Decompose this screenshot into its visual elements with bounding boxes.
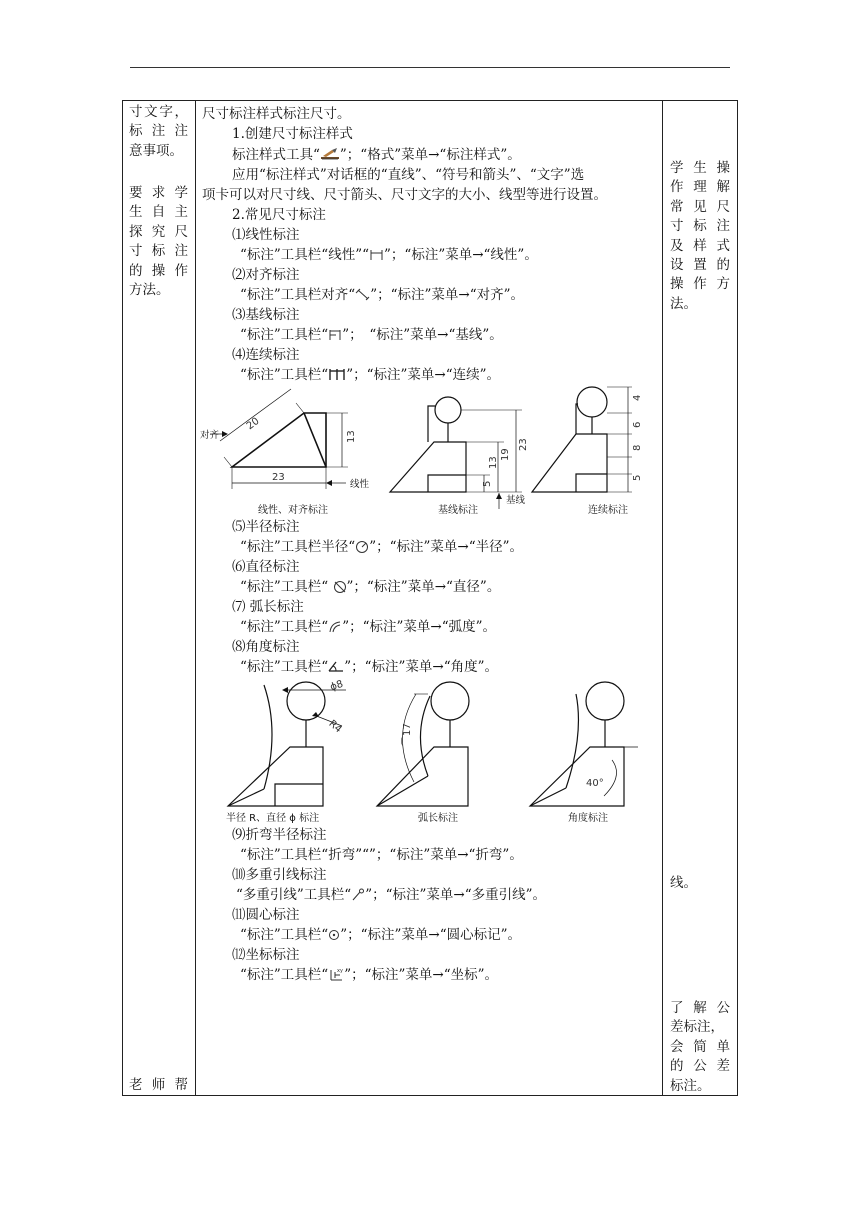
item-desc-ordinate: “标注”工具栏“ xy ”；“标注”菜单→“坐标”。	[240, 965, 498, 987]
item-title-diameter: ⑹直径标注	[232, 559, 300, 575]
item-desc-baseline: “标注”工具栏“ ”； “标注”菜单→“基线”。	[240, 325, 503, 347]
left-col-block-2: 要 求 学 生 自 主 探 究 尺 寸 标 注 的 操 作 方法。	[129, 185, 188, 299]
item-title-ordinate: ⑿坐标标注	[232, 947, 300, 963]
dim-r4: R4	[326, 718, 344, 736]
header-rule	[130, 67, 730, 68]
item-title-jogged: ⑼折弯半径标注	[232, 827, 327, 843]
item-title-angular: ⑻角度标注	[232, 639, 300, 655]
column-divider-left	[195, 100, 196, 1096]
dim-6: 6	[632, 421, 643, 428]
item-title-arc: ⑺ 弧长标注	[232, 599, 304, 615]
dim-style-icon	[320, 147, 340, 167]
section-1-line-2: 应用“标注样式”对话框的“直线”、“符号和箭头”、“文字”选	[232, 167, 585, 183]
aligned-dim-icon	[355, 287, 370, 307]
baseline-label: 基线	[506, 495, 526, 506]
diameter-dim-icon	[333, 579, 347, 599]
dim-23b: 23	[518, 438, 529, 451]
align-label: 对齐	[200, 430, 220, 441]
linear-dim-icon	[369, 247, 384, 267]
item-desc-jogged: “标注”工具栏“折弯”“”；“标注”菜单→“折弯”。	[240, 847, 523, 863]
item-title-linear: ⑴线性标注	[232, 227, 300, 243]
intro-text: 尺寸标注样式标注尺寸。	[202, 106, 351, 122]
center-mark-icon	[328, 927, 340, 947]
caption-baseline: 基线标注	[438, 505, 478, 516]
arc-length-icon	[328, 619, 342, 639]
right-col-block-3: 了 解 公 差标注， 会 简 单 的 公 差 标注。	[670, 1000, 730, 1094]
item-desc-multileader: “多重引线”工具栏“ ”；“标注”菜单→“多重引线”。	[236, 885, 546, 907]
item-title-center: ⑾圆心标注	[232, 907, 300, 923]
section-1-title: 1.创建尺寸标注样式	[232, 126, 353, 142]
dim-13: 13	[346, 430, 357, 443]
item-desc-angular: “标注”工具栏“ ”；“标注”菜单→“角度”。	[240, 657, 498, 679]
dim-4: 4	[632, 394, 643, 401]
item-desc-aligned: “标注”工具栏对齐“ ”；“标注”菜单→“对齐”。	[240, 285, 524, 307]
caption-continue: 连续标注	[588, 505, 628, 516]
dim-19: 19	[500, 448, 511, 461]
right-col-block-2: 线。	[670, 875, 697, 891]
dim-5: 5	[482, 480, 493, 487]
item-title-multileader: ⑽多重引线标注	[232, 867, 327, 883]
dim-40deg: 40°	[586, 778, 604, 789]
column-divider-right	[662, 100, 663, 1096]
dim-23: 23	[272, 472, 285, 483]
item-title-baseline: ⑶基线标注	[232, 307, 300, 323]
multileader-icon	[351, 887, 365, 907]
dim-phi8: ϕ8	[328, 678, 345, 694]
svg-text:xy: xy	[337, 968, 344, 974]
item-desc-radius: “标注”工具栏半径“ ”；“标注”菜单→“半径”。	[240, 537, 523, 559]
section-2-title: 2.常见尺寸标注	[232, 207, 326, 223]
baseline-dim-icon	[328, 327, 342, 347]
left-col-block-1: 寸文字， 标 注 注 意事项。	[129, 104, 188, 159]
caption-radius-diameter: 半径 R、直径 ϕ 标注	[226, 813, 320, 824]
item-desc-diameter: “标注”工具栏“ ”；“标注”菜单→“直径”。	[240, 577, 500, 599]
item-title-aligned: ⑵对齐标注	[232, 267, 300, 283]
dim-arc17: ⌒17	[402, 723, 413, 746]
right-col-block-1: 学 生 操 作 理 解 常 见 尺 寸 标 注 及 样 式 设 置 的 操 作 方 法。	[670, 160, 730, 312]
left-col-bottom: 老 师 帮	[129, 1077, 188, 1093]
caption-angle: 角度标注	[568, 813, 608, 824]
dim-8: 8	[632, 444, 643, 451]
item-desc-linear: “标注”工具栏“线性”“ ”；“标注”菜单→“线性”。	[240, 245, 538, 267]
item-desc-arc: “标注”工具栏“ ”；“标注”菜单→“弧度”。	[240, 617, 496, 639]
dim-5c: 5	[632, 474, 643, 481]
item-desc-center: “标注”工具栏“ ”；“标注”菜单→“圆心标记”。	[240, 925, 521, 947]
caption-arc: 弧长标注	[418, 813, 458, 824]
item-title-continue: ⑷连续标注	[232, 347, 300, 363]
caption-linear-aligned: 线性、对齐标注	[258, 505, 328, 516]
ordinate-dim-icon	[328, 967, 344, 987]
section-1-line-1: 标注样式工具“ ”；“格式”菜单→“标注样式”。	[232, 145, 521, 167]
linear-label: 线性	[350, 479, 370, 490]
section-1-line-3: 项卡可以对尺寸线、尺寸箭头、尺寸文字的大小、线型等进行设置。	[202, 187, 607, 203]
item-desc-continue: “标注”工具栏“ ”；“标注”菜单→“连续”。	[240, 365, 500, 387]
item-title-radius: ⑸半径标注	[232, 519, 300, 535]
radius-dim-icon	[355, 539, 369, 559]
figure-radius-arc-angle	[220, 676, 650, 812]
dim-13b: 13	[488, 456, 499, 469]
dim-20: 20	[244, 415, 262, 433]
